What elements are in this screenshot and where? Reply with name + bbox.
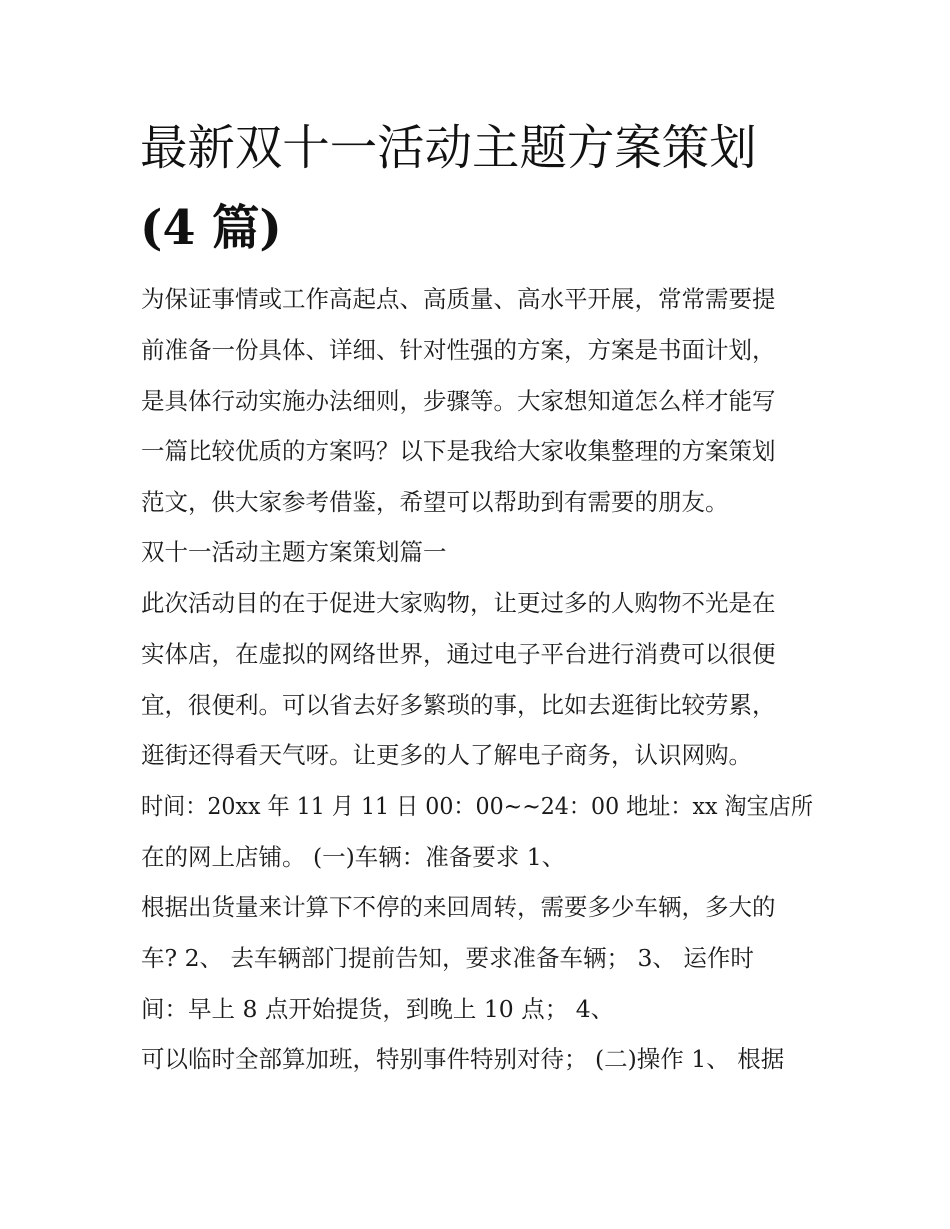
section-heading: 双十一活动主题方案策划篇一 [141, 538, 447, 566]
text-line: 逛街还得看天气呀。让更多的人了解电子商务，认识网购。 [141, 741, 752, 769]
text-line: 根据出货量来计算下不停的来回周转，需要多少车辆，多大的 [141, 893, 776, 921]
text-line: 前准备一份具体、详细、针对性强的方案，方案是书面计划， [141, 336, 776, 364]
text-line: 是具体行动实施办法细则，步骤等。大家想知道怎么样才能写 [141, 387, 776, 415]
document-title-count: (4 篇) [140, 200, 282, 256]
text-line: 宜，很便利。可以省去好多繁琐的事，比如去逛街比较劳累， [141, 691, 776, 719]
text-line: 间：早上 8 点开始提货，到晚上 10 点； 4、 [141, 995, 615, 1023]
text-line: 范文，供大家参考借鉴，希望可以帮助到有需要的朋友。 [141, 488, 729, 516]
text-line: 一篇比较优质的方案吗？以下是我给大家收集整理的方案策划 [141, 437, 776, 465]
text-line: 车? 2、 去车辆部门提前告知，要求准备车辆； 3、 运作时 [141, 944, 754, 972]
document-title: 最新双十一活动主题方案策划 [140, 120, 757, 176]
text-line: 实体店，在虚拟的网络世界，通过电子平台进行消费可以很便 [141, 640, 776, 668]
text-line: 可以临时全部算加班，特别事件特别对待； (二)操作 1、 根据 [141, 1045, 785, 1073]
text-line: 为保证事情或工作高起点、高质量、高水平开展，常常需要提 [141, 285, 776, 313]
text-line: 在的网上店铺。 (一)车辆：准备要求 1、 [141, 843, 566, 871]
text-line: 此次活动目的在于促进大家购物，让更过多的人购物不光是在 [141, 589, 776, 617]
text-line: 时间：20xx 年 11 月 11 日 00：00~~24：00 地址：xx 淘宝店所 [141, 792, 813, 820]
